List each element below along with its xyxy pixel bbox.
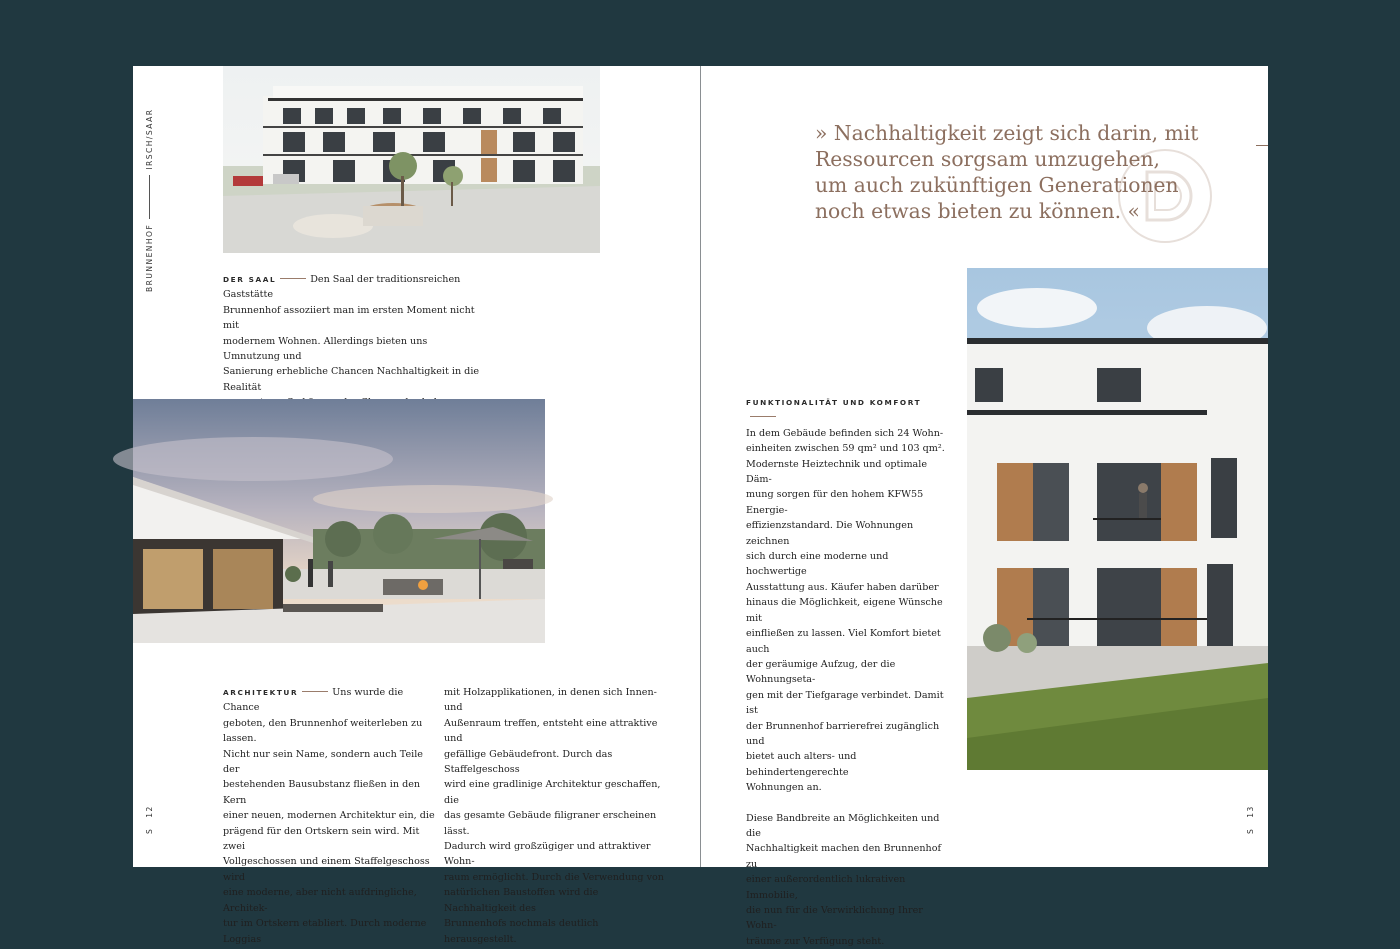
folio-right xyxy=(1246,805,1255,834)
facade-render xyxy=(967,268,1268,770)
folio-left-num: 12 xyxy=(145,805,154,818)
saal-text: Den Saal der traditionsreichen Gaststätte Brunnenhof assoziiert man im ersten Moment nicht mit modernem Wohnen. Allerdings bieten uns Umnutzung und Sanierung erhebliche Chancen Nachhaltigkeit in die Realität xyxy=(223,274,480,393)
funktionalitaet-text: In dem Gebäude befinden sich 24 Wohn- einheiten zwischen 59 qm² und 103 qm². Modernste Heiztechnik und optimale Däm- mung sorgen für den hohem KFW55 Energie- effizienzstandard. Die Wohnungen zeichnen sich durch eine moderne und hochwertige Ausstattung aus. Käufer haben darüber hinaus die Möglichkeit, eigene Wünsche mit einfließen zu lassen. Viel Komfort bietet auch der geräumige Aufzug, der die Wohnungseta- gen mit der Tiefgarage verbindet. Damit ist der Brunnenhof barrierefrei zugänglich und bietet auch alters- und behindertengerechte Wohnungen an. xyxy=(746,427,945,794)
funktionalitaet-block xyxy=(746,395,946,949)
funktionalitaet-label: FUNKTIONALITÄT UND KOMFORT xyxy=(746,398,922,407)
running-head-right: IRSCH/SAAR xyxy=(145,108,154,170)
architektur-text-col2: mit Holzapplikationen, in denen sich Innen- und Außenraum treffen, entsteht eine attraktive und gefällige Gebäudefront. Durch das Staffelgeschoss wird eine gradlinige Architektur geschaffen, die das gesamte Gebäude filigraner erscheinen lässt. Dadurch wird großzügiger und attraktiver Wohn- raum ermöglicht. Durch die Verwendung von natürlichen Baustoffen wird die Nachhaltigkeit des Brunnenhofs nochmals deutlich herausgestellt. xyxy=(444,687,664,945)
rooftop-terrace-render xyxy=(133,399,545,643)
right-page xyxy=(701,66,1268,947)
folio-left-s: S xyxy=(145,827,154,834)
left-page xyxy=(133,66,700,945)
building-exterior-render xyxy=(223,66,600,253)
running-head xyxy=(145,109,154,292)
saal-rule xyxy=(280,278,306,279)
funktionalitaet-rule xyxy=(750,416,776,417)
architektur-rule xyxy=(302,691,328,692)
running-head-rule xyxy=(149,175,150,219)
running-head-left: BRUNNENHOF xyxy=(145,223,154,292)
pull-quote: » Nachhaltigkeit zeigt sich darin, mit Ressourcen sorgsam umzugehen, um auch zukünftigen Generationen noch etwas bieten zu können. « xyxy=(815,121,1199,223)
folio-right-num: 13 xyxy=(1246,805,1255,818)
folio-left xyxy=(145,805,154,834)
folio-right-s: S xyxy=(1246,827,1255,834)
quote-rule xyxy=(1256,145,1268,146)
architektur-col1 xyxy=(223,685,437,947)
saal-label: DER SAAL xyxy=(223,275,277,284)
architektur-col2 xyxy=(444,685,668,947)
architektur-label: ARCHITEKTUR xyxy=(223,688,299,697)
funktionalitaet-text2: Diese Bandbreite an Möglichkeiten und die Nachhaltigkeit machen den Brunnenhof zu einer außerordentlich lukrativen Immobilie, die nun für die Verwirklichung Ihrer Wohn- träume zur Verfügung steht. xyxy=(746,812,942,947)
architektur-text-col1: Uns wurde die Chance geboten, den Brunnenhof weiterleben zu lassen. Nicht nur sein Name, sondern auch Teile der bestehenden Bausubstanz fließen in den Kern einer neuen, modernen Architektur ein, die prägend für den Ortskern sein wird. Mit zwei Vollgeschossen und einem Staffelgeschoss wird eine moderne, aber nicht aufdringliche, Architek- tur im Ortskern etabliert. Durch moderne Loggias xyxy=(223,687,435,945)
